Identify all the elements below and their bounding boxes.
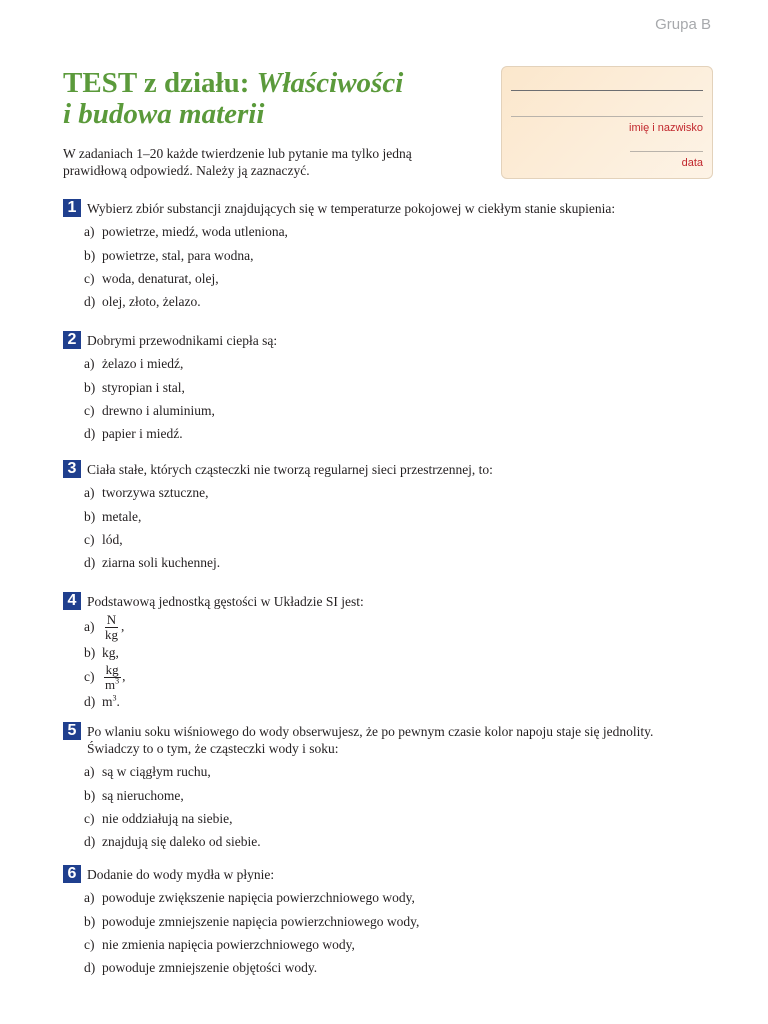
option-text: znajdują się daleko od siebie. <box>102 834 261 850</box>
answer-option[interactable] <box>84 270 703 287</box>
option-letter: c) <box>84 402 95 418</box>
question-number-badge: 3 <box>63 460 81 478</box>
option-text: są nieruchome, <box>102 787 184 803</box>
answer-option[interactable] <box>84 531 703 548</box>
question-text: Po wlaniu soku wiśniowego do wody obserwujesz, że po pewnym czasie kolor napoju staje się jednolity. Świadczy to o tym, że cząsteczki wody i soku: <box>87 724 654 756</box>
option-suffix: , <box>121 618 125 634</box>
answer-option[interactable] <box>84 833 703 850</box>
answer-option[interactable] <box>84 425 703 442</box>
option-text: lód, <box>102 531 123 547</box>
date-label: data <box>681 157 703 169</box>
fraction-denominator: kg <box>105 627 118 642</box>
option-text: m <box>102 694 113 709</box>
fraction-numerator: N <box>106 612 117 627</box>
question-text: Wybierz zbiór substancji znajdujących się w temperaturze pokojowej w ciekłym stanie skupienia: <box>87 201 616 216</box>
instructions: W zadaniach 1–20 każde twierdzenie lub pytanie ma tylko jedną prawidłową odpowiedź. Należy ją zaznaczyć. <box>63 146 412 178</box>
option-letter: d) <box>84 694 96 709</box>
option-text: powoduje zmniejszenie objętości wody. <box>102 960 318 976</box>
name-line-top[interactable] <box>511 90 703 91</box>
question-3 <box>63 460 703 571</box>
option-text: kg, <box>102 645 119 660</box>
question-header <box>63 199 703 217</box>
option-letter: b) <box>84 508 96 524</box>
denominator-base: m <box>105 677 116 692</box>
name-line[interactable] <box>511 116 703 117</box>
question-5 <box>63 722 703 850</box>
answer-option[interactable] <box>84 787 703 804</box>
option-suffix: . <box>116 694 120 709</box>
question-header <box>63 722 703 757</box>
answer-options <box>63 889 703 976</box>
option-letter: b) <box>84 379 96 395</box>
answer-option[interactable] <box>84 402 703 419</box>
denominator-exponent: 3 <box>115 676 120 686</box>
answer-option[interactable] <box>84 484 703 501</box>
question-header <box>63 460 703 478</box>
option-letter: d) <box>84 426 96 442</box>
fraction-denominator <box>103 678 121 692</box>
answer-option[interactable] <box>84 355 703 372</box>
option-letter: d) <box>84 834 96 850</box>
question-header <box>63 331 703 349</box>
option-exponent: 3 <box>112 693 117 703</box>
question-number-badge: 6 <box>63 865 81 883</box>
option-letter: c) <box>84 936 95 952</box>
option-text: drewno i aluminium, <box>102 402 215 418</box>
option-letter: c) <box>84 531 95 547</box>
option-letter: c) <box>84 810 95 826</box>
answer-option[interactable] <box>84 959 703 976</box>
option-text: ziarna soli kuchennej. <box>102 555 221 571</box>
test-title <box>63 68 403 130</box>
answer-option[interactable] <box>84 247 703 264</box>
option-letter: b) <box>84 913 96 929</box>
option-text: olej, złoto, żelazo. <box>102 294 201 310</box>
option-letter: c) <box>84 270 95 286</box>
option-text: woda, denaturat, olej, <box>102 270 219 286</box>
answer-options <box>63 613 703 710</box>
option-letter: c) <box>84 668 95 684</box>
option-letter: a) <box>84 618 95 634</box>
date-line[interactable] <box>630 151 703 152</box>
answer-option[interactable] <box>84 554 703 571</box>
option-suffix: , <box>122 668 126 684</box>
question-text: Podstawową jednostką gęstości w Układzie SI jest: <box>87 594 364 609</box>
answer-option[interactable] <box>84 936 703 953</box>
name-label: imię i nazwisko <box>629 122 703 134</box>
option-letter: d) <box>84 294 96 310</box>
option-text: nie zmienia napięcia powierzchniowego wody, <box>102 936 355 952</box>
question-text: Dobrymi przewodnikami ciepła są: <box>87 333 278 348</box>
title-prefix: TEST z działu: <box>63 67 257 99</box>
option-letter: a) <box>84 356 95 372</box>
answer-options <box>63 223 703 310</box>
option-letter: d) <box>84 960 96 976</box>
fraction-numerator: kg <box>105 662 119 677</box>
answer-options <box>63 355 703 442</box>
option-letter: b) <box>84 247 96 263</box>
option-letter: b) <box>84 787 96 803</box>
answer-option[interactable] <box>84 913 703 930</box>
option-letter: d) <box>84 555 96 571</box>
option-text: styropian i stal, <box>102 379 185 395</box>
answer-option[interactable] <box>84 379 703 396</box>
question-6 <box>63 865 703 976</box>
question-number-badge: 2 <box>63 331 81 349</box>
option-text: powietrze, miedź, woda utleniona, <box>102 224 288 240</box>
option-text: nie oddziałują na siebie, <box>102 810 233 826</box>
option-text: metale, <box>102 508 142 524</box>
question-text: Dodanie do wody mydła w płynie: <box>87 867 275 882</box>
title-italic-line2: i budowa materii <box>63 98 265 130</box>
name-date-box <box>501 66 713 179</box>
option-text: powietrze, stal, para wodna, <box>102 247 254 263</box>
answer-options <box>63 484 703 571</box>
answer-option[interactable] <box>84 508 703 525</box>
fraction-kg-per-m3 <box>103 663 121 692</box>
question-text: Ciała stałe, których cząsteczki nie tworzą regularnej sieci przestrzennej, to: <box>87 462 493 477</box>
fraction-newton-per-kg <box>103 613 120 642</box>
question-1 <box>63 199 703 310</box>
answer-option[interactable] <box>84 223 703 240</box>
option-text: żelazo i miedź, <box>102 356 184 372</box>
option-letter: a) <box>84 224 95 240</box>
group-label: Grupa B <box>655 16 711 33</box>
answer-option[interactable] <box>84 644 703 661</box>
option-letter: a) <box>84 485 95 501</box>
answer-option[interactable] <box>84 763 703 780</box>
question-number-badge: 5 <box>63 722 81 740</box>
option-letter: a) <box>84 890 95 906</box>
answer-option[interactable] <box>84 613 703 642</box>
question-header <box>63 592 703 610</box>
question-4 <box>63 592 703 710</box>
answer-option[interactable] <box>84 810 703 827</box>
option-letter: a) <box>84 764 95 780</box>
option-text: powoduje zwiększenie napięcia powierzchniowego wody, <box>102 890 415 906</box>
answer-options <box>63 763 703 850</box>
answer-option[interactable] <box>84 293 703 310</box>
option-text: są w ciągłym ruchu, <box>102 764 211 780</box>
option-text: papier i miedź. <box>102 426 183 442</box>
title-italic-line1: Właściwości <box>256 67 404 99</box>
question-number-badge: 1 <box>63 199 81 217</box>
answer-option[interactable] <box>84 663 703 692</box>
question-2 <box>63 331 703 442</box>
question-header <box>63 865 703 883</box>
option-text: tworzywa sztuczne, <box>102 485 209 501</box>
answer-option[interactable] <box>84 693 703 710</box>
option-letter: b) <box>84 645 96 660</box>
option-text: powoduje zmniejszenie napięcia powierzchniowego wody, <box>102 913 420 929</box>
question-number-badge: 4 <box>63 592 81 610</box>
answer-option[interactable] <box>84 889 703 906</box>
